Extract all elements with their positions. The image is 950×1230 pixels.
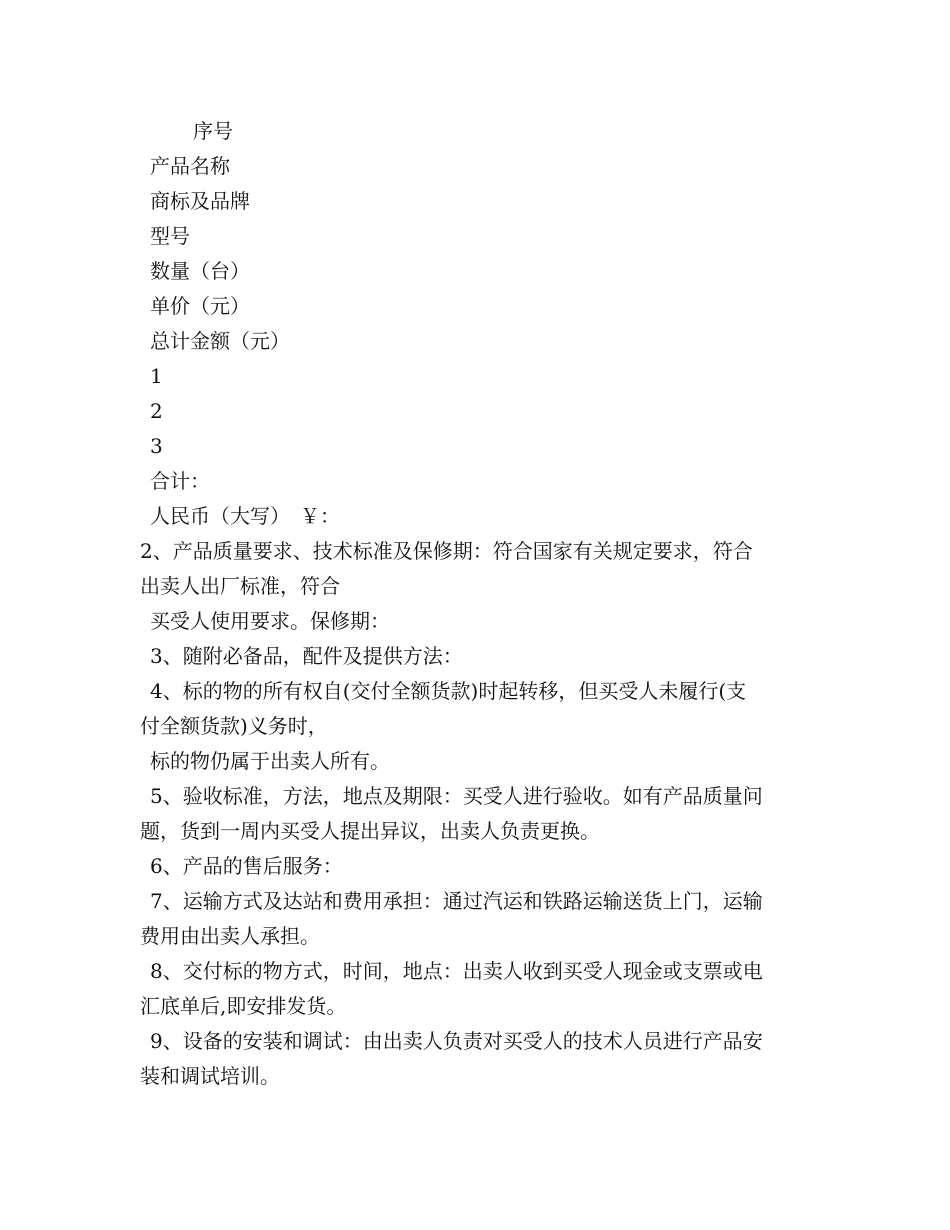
clause-7-line-1: 7、运输方式及达站和费用承担：通过汽运和铁路运输送货上门，运输 — [150, 889, 763, 913]
table-total-label: 合计： — [150, 469, 210, 493]
table-header-model: 型号 — [150, 224, 190, 248]
clause-4-line-3: 标的物仍属于出卖人所有。 — [150, 749, 390, 773]
clause-9-line-2: 装和调试培训。 — [140, 1064, 280, 1088]
table-row-number-3: 3 — [150, 434, 163, 458]
clause-3: 3、随附必备品，配件及提供方法： — [150, 644, 463, 668]
table-header-quantity: 数量（台） — [150, 259, 250, 283]
table-header-brand: 商标及品牌 — [150, 189, 250, 213]
clause-5-line-1: 5、验收标准，方法，地点及期限：买受人进行验收。如有产品质量问 — [150, 784, 763, 808]
clause-7-line-2: 费用由出卖人承担。 — [140, 924, 320, 948]
clause-4-line-2: 付全额货款)义务时， — [140, 714, 328, 738]
clause-8-line-2: 汇底单后,即安排发货。 — [140, 994, 347, 1018]
table-header-unit-price: 单价（元） — [150, 294, 250, 318]
table-header-serial: 序号 — [193, 119, 233, 143]
table-row-number-1: 1 — [150, 364, 163, 388]
clause-8-line-1: 8、交付标的物方式，时间，地点：出卖人收到买受人现金或支票或电 — [150, 959, 763, 983]
clause-9-line-1: 9、设备的安装和调试：由出卖人负责对买受人的技术人员进行产品安 — [150, 1029, 763, 1053]
clause-5-line-2: 题，货到一周内买受人提出异议，出卖人负责更换。 — [140, 819, 600, 843]
clause-2-line-2: 出卖人出厂标准，符合 — [140, 574, 340, 598]
table-header-total-amount: 总计金额（元） — [150, 329, 290, 353]
table-header-product-name: 产品名称 — [150, 154, 230, 178]
clause-4-line-1: 4、标的物的所有权自(交付全额货款)时起转移，但买受人未履行(支 — [150, 679, 747, 703]
table-row-number-2: 2 — [150, 399, 163, 423]
clause-2-line-1: 2、产品质量要求、技术标准及保修期：符合国家有关规定要求，符合 — [140, 539, 753, 563]
clause-2-line-3: 买受人使用要求。保修期： — [150, 609, 390, 633]
clause-6: 6、产品的售后服务： — [150, 854, 343, 878]
rmb-amount-label: 人民币（大写） ￥： — [150, 504, 340, 528]
